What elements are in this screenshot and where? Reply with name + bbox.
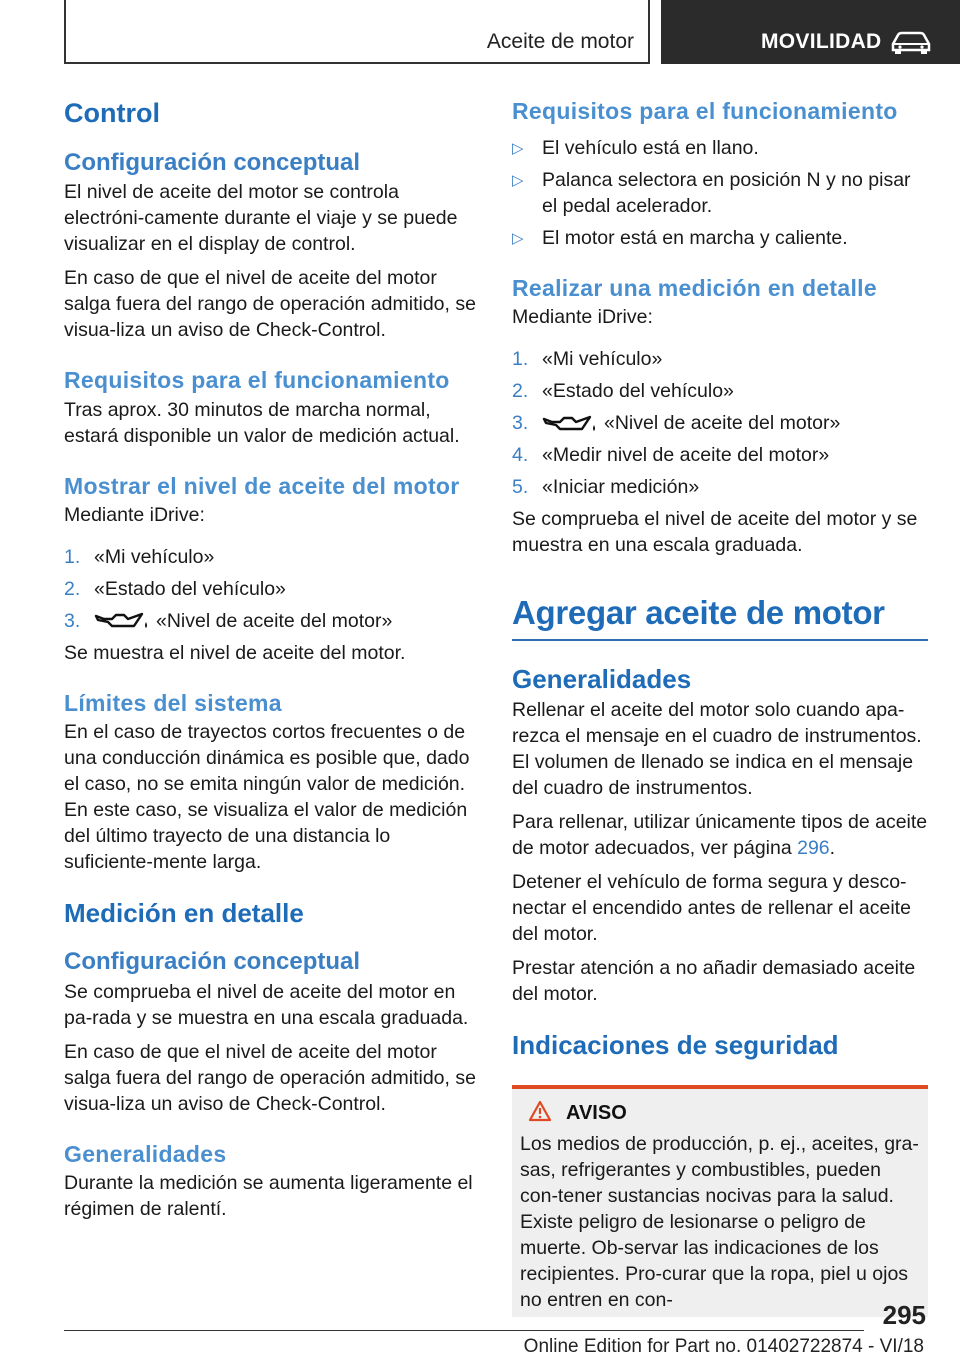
paragraph: En caso de que el nivel de aceite del motor salga fuera del rango de operación admitido, se visua-liza un aviso de Check-Control. xyxy=(64,1040,476,1115)
paragraph: Tras aprox. 30 minutos de marcha normal, estará disponible un valor de medición actual. xyxy=(64,398,460,447)
oil-can-icon xyxy=(542,413,598,435)
list-item: 5. «Iniciar medición» xyxy=(512,476,700,499)
heading-requirements: Requisitos para el funcionamiento xyxy=(64,367,450,394)
warning-title: AVISO xyxy=(566,1101,627,1124)
heading-detail-measurement: Medición en detalle xyxy=(64,897,304,928)
heading-config-conceptual-2: Configuración conceptual xyxy=(64,948,361,976)
heading-show-oil-level: Mostrar el nivel de aceite del motor xyxy=(64,472,460,499)
list-item: 2. «Estado del vehículo» xyxy=(512,380,734,403)
oil-can-icon xyxy=(94,610,150,632)
triangle-bullet-icon: ▷ xyxy=(512,230,524,248)
triangle-bullet-icon: ▷ xyxy=(512,140,524,158)
heading-perform-measurement: Realizar una medición en detalle xyxy=(512,275,877,302)
header-section-title: Aceite de motor xyxy=(486,30,634,53)
heading-general: Generalidades xyxy=(64,1140,227,1167)
list-item: ▷ Palanca selectora en posición N y no pisar el pedal acelerador. xyxy=(512,169,911,218)
heading-general-2: Generalidades xyxy=(512,663,692,694)
header-section-tab xyxy=(64,0,650,64)
requirements-list xyxy=(512,135,928,251)
paragraph: Prestar atención a no añadir demasiado aceite del motor. xyxy=(512,956,916,1005)
measure-steps-list xyxy=(512,346,928,500)
list-item: 2. «Estado del vehículo» xyxy=(64,577,286,600)
list-item: 4. «Medir nivel de aceite del motor» xyxy=(512,444,830,467)
paragraph: Para rellenar, utilizar únicamente tipos de aceite de motor adecuados, ver página 296. xyxy=(512,810,928,859)
page-reference-link[interactable]: 296 xyxy=(797,836,830,859)
warning-box xyxy=(512,1085,928,1317)
heading-requirements-2: Requisitos para el funcionamiento xyxy=(512,98,898,124)
car-icon xyxy=(889,30,933,54)
paragraph: En caso de que el nivel de aceite del motor salga fuera del rango de operación admitido, se visua-liza un aviso de Check-Control. xyxy=(64,267,476,342)
triangle-bullet-icon: ▷ xyxy=(512,172,524,190)
paragraph: El nivel de aceite del motor se controla electróni-camente durante el viaje y se puede visualizar en el display de control. xyxy=(64,181,458,256)
warning-text: Los medios de producción, p. ej., aceites, gra-sas, refrigerantes y combustibles, pueden con-tener sustancias nocivas para la salud. Existe peligro de lesionarse o peligro de muerte. Ob-servar las indicaciones de los recipientes. Pro-curar que la ropa, piel u ojos no entren en con- xyxy=(520,1132,919,1311)
list-item: ▷ El vehículo está en llano. xyxy=(512,135,928,161)
heading-add-engine-oil: Agregar aceite de motor xyxy=(512,594,885,632)
footer-rule xyxy=(64,1330,864,1331)
heading-safety-notes: Indicaciones de seguridad xyxy=(512,1029,839,1060)
list-item: 3. «Nivel de aceite del motor» xyxy=(64,609,393,632)
footer-edition: Online Edition for Part no. 01402722874 - VI/18 xyxy=(523,1336,924,1357)
list-item: 1. «Mi vehículo» xyxy=(512,348,663,371)
left-column xyxy=(64,96,480,1222)
right-column xyxy=(512,96,928,1317)
list-item: 1. «Mi vehículo» xyxy=(64,545,215,568)
header-chapter-title: MOVILIDAD xyxy=(761,30,882,53)
warning-header xyxy=(520,1099,920,1127)
heading-config-conceptual: Configuración conceptual xyxy=(64,149,361,177)
paragraph: En el caso de trayectos cortos frecuentes o de una conducción dinámica es posible que, dado el caso, no se emita ningún valor de medición. En este caso, se visualiza el valor de medición del último trayecto de una distancia lo suficiente-mente larga. xyxy=(64,720,470,873)
heading-control: Control xyxy=(64,98,160,128)
paragraph: Se comprueba el nivel de aceite del motor en pa-rada y se muestra en una escala graduada. xyxy=(64,980,469,1029)
warning-triangle-icon xyxy=(528,1100,552,1122)
paragraph: Mediante iDrive: xyxy=(64,503,205,526)
paragraph: Rellenar el aceite del motor solo cuando apa-rezca el mensaje en el cuadro de instrumentos. El volumen de llenado se indica en el mensaje del cuadro de instrumentos. xyxy=(512,698,922,799)
header-chapter-tab xyxy=(661,0,960,64)
page-number: 295 xyxy=(882,1300,926,1330)
paragraph: Se comprueba el nivel de aceite del motor y se muestra en una escala graduada. xyxy=(512,508,918,557)
paragraph: Detener el vehículo de forma segura y desco-nectar el encendido antes de rellenar el aceite del motor. xyxy=(512,870,911,945)
heading-system-limits: Límites del sistema xyxy=(64,689,282,716)
list-item: ▷ El motor está en marcha y caliente. xyxy=(512,225,928,251)
paragraph: Se muestra el nivel de aceite del motor. xyxy=(64,641,406,664)
paragraph: Mediante iDrive: xyxy=(512,306,653,329)
show-steps-list xyxy=(64,544,480,634)
list-item: 3. «Nivel de aceite del motor» xyxy=(512,412,841,435)
paragraph: Durante la medición se aumenta ligeramente el régimen de ralentí. xyxy=(64,1171,473,1220)
